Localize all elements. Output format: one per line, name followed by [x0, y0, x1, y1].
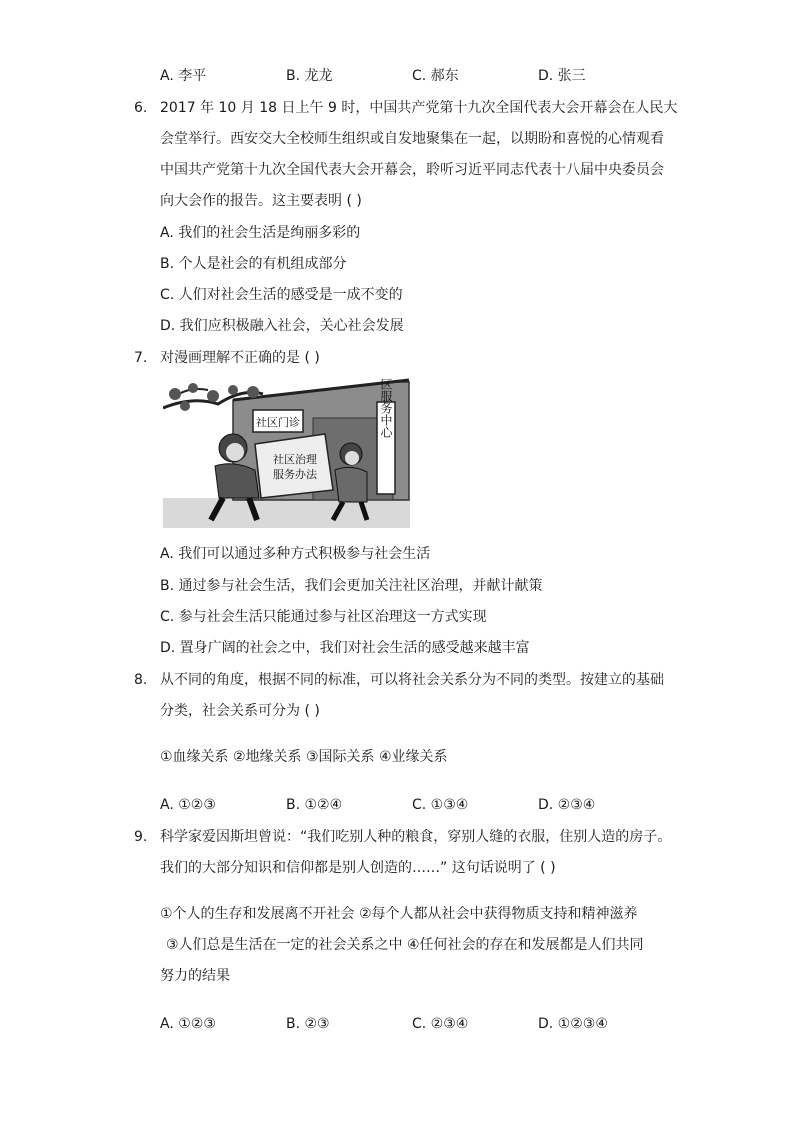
cartoon-illustration	[163, 378, 410, 528]
q6-stem-line-3: 中国共产党第十九次全国代表大会开幕会，聆听习近平同志代表十八届中央委员会	[160, 162, 664, 178]
q7-option-a: A. 我们可以通过多种方式积极参与社会生活	[160, 546, 431, 562]
q6-stem-line-1: 2017 年 10 月 18 日上午 9 时，中国共产党第十九次全国代表大会开幕会在人民大	[160, 100, 678, 116]
clinic-sign-text: 社区门诊	[256, 416, 300, 429]
q9-stem-line-2: 我们的大部分知识和信仰都是别人创造的……” 这句话说明了 ( )	[160, 860, 556, 876]
q8-number: 8.	[134, 672, 148, 688]
q7-option-c: C. 参与社会生活只能通过参与社区治理这一方式实现	[160, 609, 487, 625]
q6-stem-line-4: 向大会作的报告。这主要表明 ( )	[160, 193, 362, 209]
q8-stem-line-2: 分类，社会关系可分为 ( )	[160, 703, 320, 719]
q6-option-b: B. 个人是社会的有机组成部分	[160, 256, 347, 272]
q8-option-b: B. ①②④	[286, 797, 343, 813]
q6-option-d: D. 我们应积极融入社会，关心社会发展	[160, 318, 404, 334]
q9-option-c: C. ②③④	[412, 1016, 469, 1032]
q7-stem: 对漫画理解不正确的是 ( )	[160, 350, 320, 366]
q6-number: 6.	[134, 100, 148, 116]
q9-option-d: D. ①②③④	[538, 1016, 608, 1032]
q6-option-c: C. 人们对社会生活的感受是一成不变的	[160, 287, 403, 303]
q7-option-b: B. 通过参与社会生活，我们会更加关注社区治理，并献计献策	[160, 578, 543, 594]
q5-options	[160, 66, 680, 86]
q8-option-c: C. ①③④	[412, 797, 469, 813]
q9-item-line-3: 努力的结果	[160, 968, 230, 984]
q8-items: ①血缘关系 ②地缘关系 ③国际关系 ④业缘关系	[160, 749, 448, 765]
q7-number: 7.	[134, 350, 148, 366]
q8-options	[160, 795, 680, 815]
q5-option-c: C. 郝东	[412, 68, 459, 84]
q9-number: 9.	[134, 829, 148, 845]
q7-cartoon	[163, 378, 410, 528]
q9-item-line-1: ①个人的生存和发展离不开社会 ②每个人都从社会中获得物质支持和精神滋养	[160, 906, 638, 922]
board-text-line-1: 社区治理	[273, 453, 317, 466]
q9-options	[160, 1014, 680, 1034]
q9-option-b: B. ②③	[286, 1016, 330, 1032]
q9-stem-line-1: 科学家爱因斯坦曾说：“我们吃别人种的粮食，穿别人缝的衣服，住别人造的房子。	[160, 829, 672, 845]
service-center-sign-text: 社区服务中心	[379, 378, 393, 438]
q6-stem-line-2: 会堂举行。西安交大全校师生组织或自发地聚集在一起，以期盼和喜悦的心情观看	[160, 131, 664, 147]
q5-option-d: D. 张三	[538, 68, 586, 84]
board-text-line-2: 服务办法	[273, 468, 317, 481]
q8-option-a: A. ①②③	[160, 797, 216, 813]
q5-option-b: B. 龙龙	[286, 68, 333, 84]
q6-option-a: A. 我们的社会生活是绚丽多彩的	[160, 225, 361, 241]
q8-stem-line-1: 从不同的角度，根据不同的标准，可以将社会关系分为不同的类型。按建立的基础	[160, 672, 664, 688]
q9-option-a: A. ①②③	[160, 1016, 216, 1032]
q8-option-d: D. ②③④	[538, 797, 596, 813]
q7-option-d: D. 置身广阔的社会之中，我们对社会生活的感受越来越丰富	[160, 640, 530, 656]
q5-option-a: A. 李平	[160, 68, 207, 84]
q9-item-line-2: ③人们总是生活在一定的社会关系之中 ④任何社会的存在和发展都是人们共同	[166, 937, 644, 953]
